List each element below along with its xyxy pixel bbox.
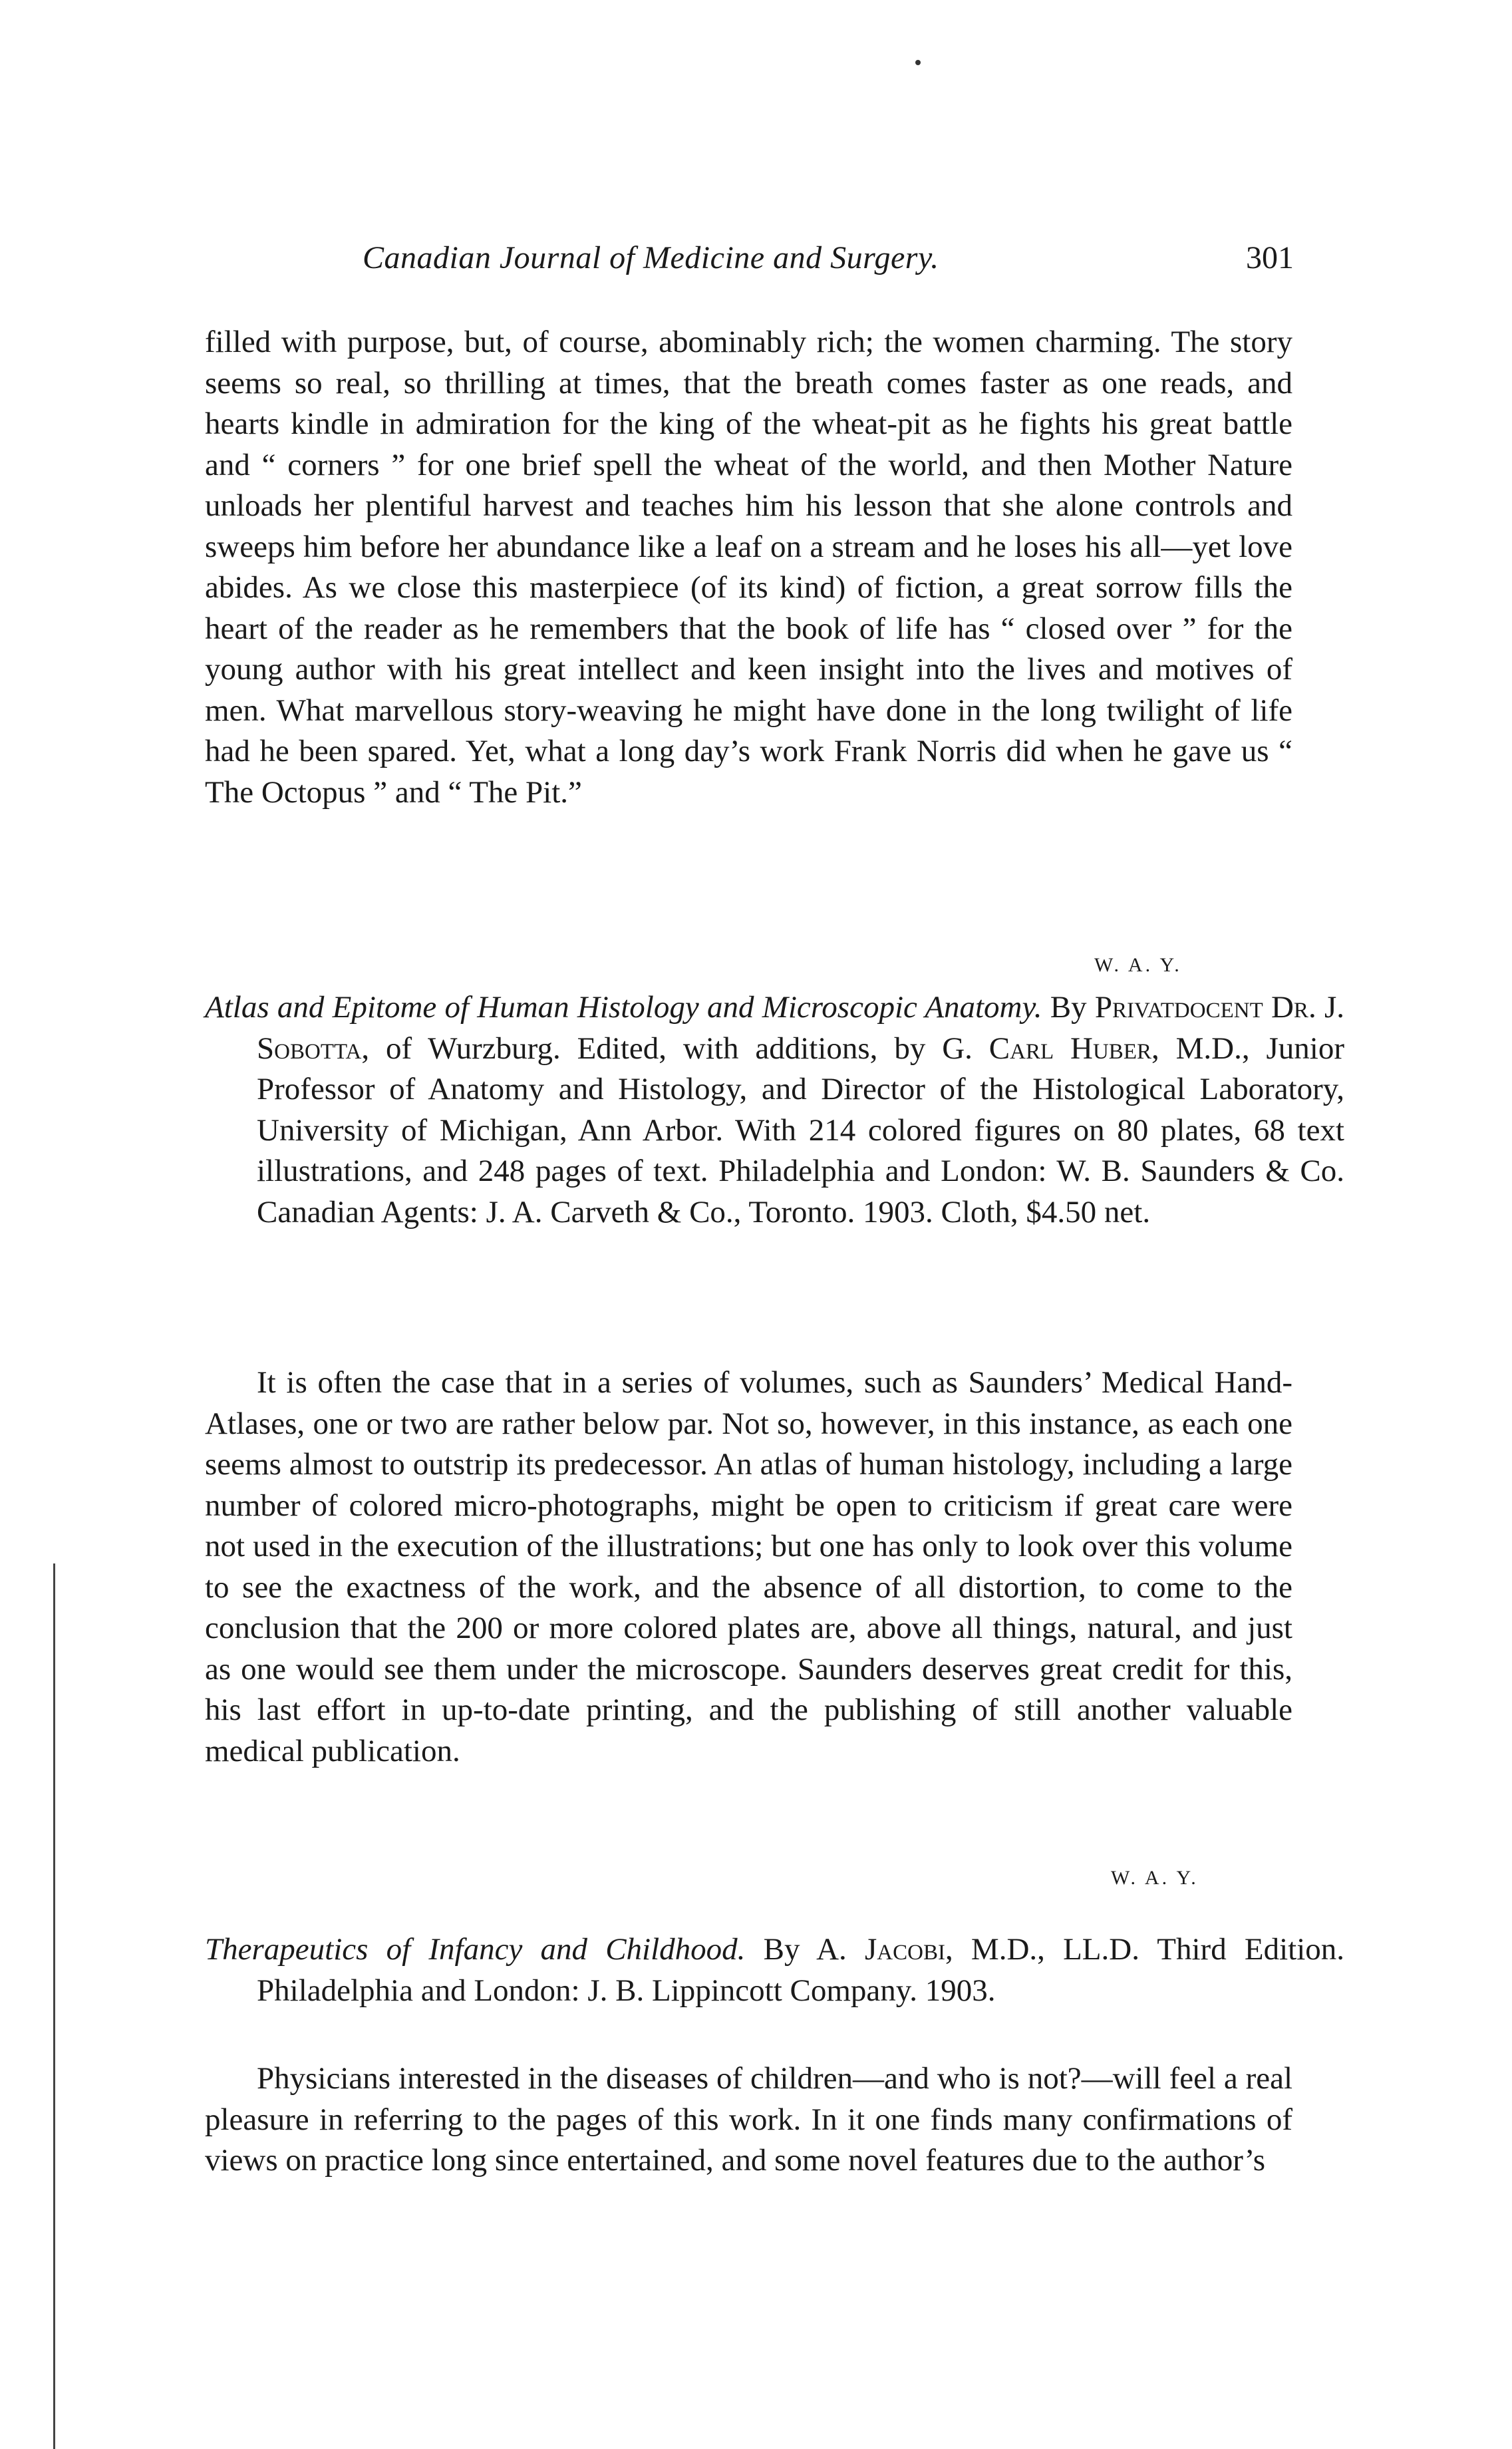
reviewer-signature: W. A. Y.	[1094, 954, 1182, 976]
review-continuation-paragraph: filled with purpose, but, of course, abominably rich; the women charming. The story seems so real, so thrilling at times, that the breath comes faster as one reads, and hearts kindle in admiration for the king of the wheat-pit as he fights his great battle and “ corners ” for one brief spell the wheat of the world, and then Mother Nature unloads her plentiful harvest and teaches him his lesson that she alone controls and sweeps him before her abundance like a leaf on a stream and he loses his all—yet love abides. As we close this masterpiece (of its kind) of fiction, a great sorrow fills the heart of the reader as he remembers that the book of life has “ closed over ” for the young author with his great intellect and keen insight into the lives and motives of men. What marvellous story-weaving he might have done in the long twilight of life had he been spared. Yet, what a long day’s work Frank Norris did when he gave us “ The Octopus ” and “ The Pit.”	[205, 325, 1292, 810]
book-title: Therapeutics of Infancy and Childhood.	[205, 1932, 746, 1967]
author-name: Privatdocent Dr. J. Sobotta,	[257, 990, 1344, 1066]
ink-speck	[915, 60, 921, 65]
book-title: Atlas and Epitome of Human Histology and Microscopic Anatomy.	[205, 990, 1042, 1025]
publication-details: M.D., LL.D. Third Edition. Philadelphia and London: J. B. Lippincott Company. 1903.	[257, 1932, 1345, 2008]
journal-title: Canadian Journal of Medicine and Surgery.	[363, 240, 939, 275]
page-number: 301	[1246, 240, 1294, 275]
editor-name: Carl Huber,	[988, 1031, 1159, 1066]
author-affiliation: of Wurzburg. Edited, with additions, by G.	[385, 1031, 973, 1066]
by-label: By	[1050, 990, 1087, 1025]
review-paragraph: It is often the case that in a series of volumes, such as Saunders’ Medical Hand-Atlases, one or two are rather below par. Not so, however, in this instance, as each one seems almost to outstrip its predecessor. An atlas of human histology, including a large number of colored micro-photographs, might be open to criticism if great care were not used in the execution of the illustrations; but one has only to look over this volume to see the exactness of the work, and the absence of all distortion, to come to the conclusion that the 200 or more colored plates are, above all things, natural, and just as one would see them under the microscope. Saunders deserves great credit for this, his last effort in up-to-date printing, and the publishing of still another valuable medical publication.	[205, 1365, 1292, 1768]
scan-edge-line	[53, 1563, 55, 2449]
book-citation-therapeutics	[205, 1929, 1344, 2011]
author-name: Jacobi,	[864, 1932, 953, 1967]
publication-details: M.D., Junior Professor of Anatomy and Histology, and Director of the Histological Laboratory, University of Michigan, Ann Arbor. With 214 colored figures on 80 plates, 68 text illustrations, and 248 pages of text. Philadelphia and London: W. B. Saunders & Co. Canadian Agents: J. A. Carveth & Co., Toronto. 1903. Cloth, $4.50 net.	[257, 1031, 1345, 1229]
reviewer-signature: W. A. Y.	[1111, 1867, 1199, 1889]
running-header	[363, 240, 1294, 286]
book-citation-histology	[205, 987, 1344, 1233]
by-label: By A.	[763, 1932, 847, 1967]
review-paragraph: Physicians interested in the diseases of children—and who is not?—will feel a real pleasure in referring to the pages of this work. In it one finds many confirmations of views on practice long since entertained, and some novel features due to the author’s	[205, 2061, 1292, 2178]
